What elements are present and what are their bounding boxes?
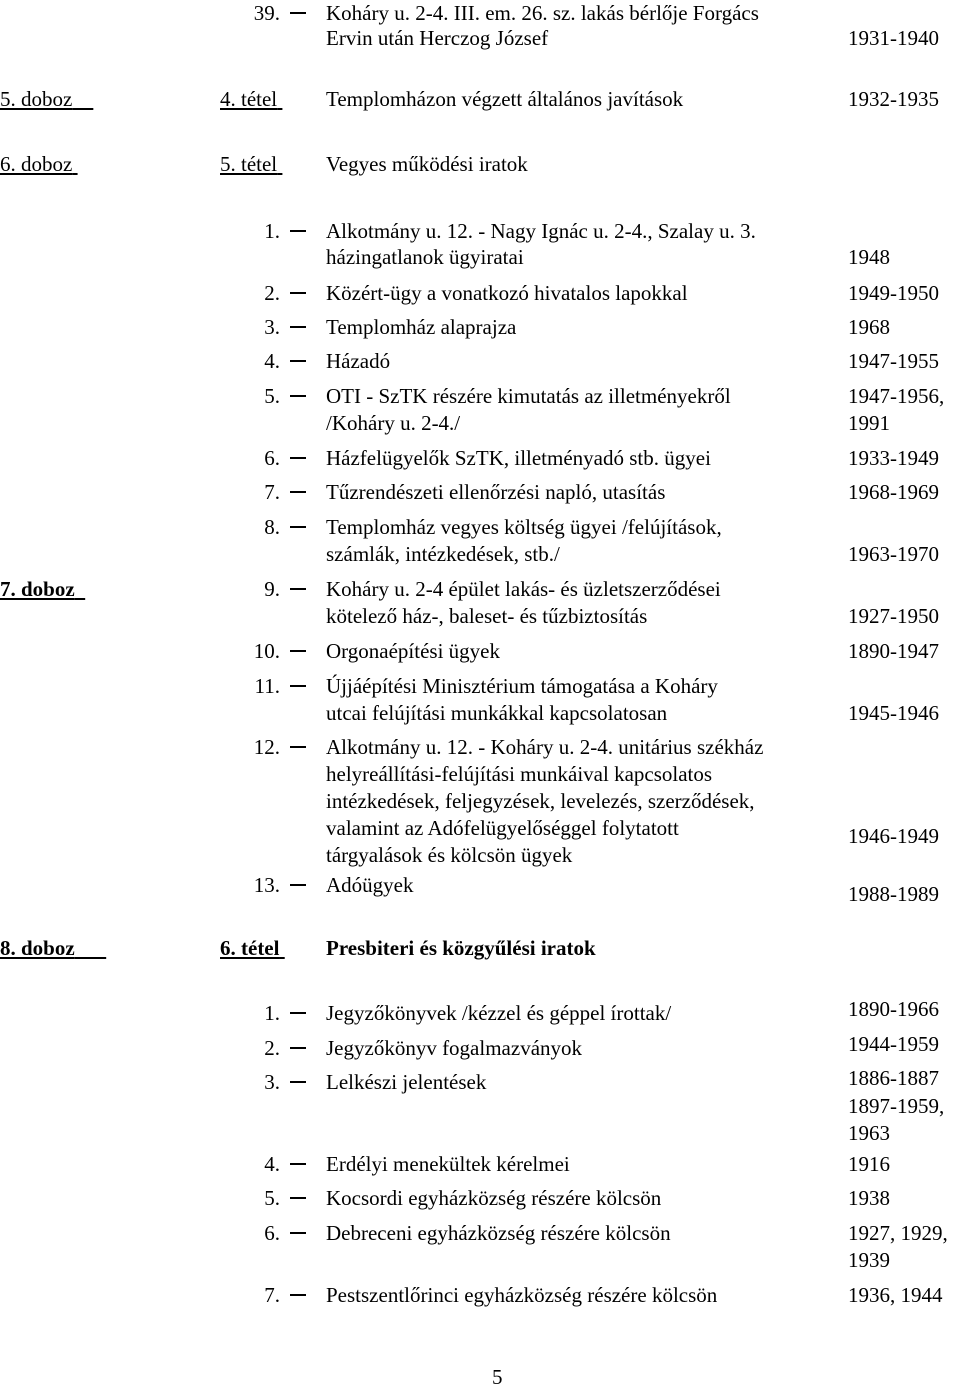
dash xyxy=(290,1232,306,1234)
item-number: 6. xyxy=(264,446,280,470)
item-description-line: intézkedések, feljegyzések, levelezés, szerződések, xyxy=(326,789,755,813)
item-date: 1949-1950 xyxy=(848,281,939,305)
item-description-line: Közért-ügy a vonatkozó hivatalos lapokkal xyxy=(326,281,688,305)
item-date: 1945-1946 xyxy=(848,701,939,725)
item-description-line: Pestszentlőrinci egyházközség részére kölcsön xyxy=(326,1283,718,1307)
item-number: 4. xyxy=(264,1152,280,1176)
dash xyxy=(290,457,306,459)
dash xyxy=(290,395,306,397)
box-label: 8. doboz xyxy=(0,936,75,960)
item-date: 1931-1940 xyxy=(848,26,939,50)
item-number: 3. xyxy=(264,315,280,339)
item-number: 10. xyxy=(253,639,280,663)
box-label: 6. doboz xyxy=(0,152,73,176)
item-description-line: /Koháry u. 2-4./ xyxy=(326,411,461,435)
item-date: 1927, 1929, xyxy=(848,1221,948,1245)
item-date: 1939 xyxy=(848,1248,890,1272)
item-description-line: Jegyzőkönyvek /kézzel és géppel írottak/ xyxy=(326,1001,672,1025)
item-description-line: Debreceni egyházközség részére kölcsön xyxy=(326,1221,671,1245)
item-description-line: Koháry u. 2-4. III. em. 26. sz. lakás bérlője Forgács xyxy=(326,1,759,25)
dash xyxy=(290,326,306,328)
box-label: 7. doboz xyxy=(0,577,75,601)
item-description-line: Erdélyi menekültek kérelmei xyxy=(326,1152,570,1176)
item-number: 1. xyxy=(264,219,280,243)
item-number: 11. xyxy=(254,674,280,698)
item-date: 1936, 1944 xyxy=(848,1283,943,1307)
dash xyxy=(290,685,306,687)
section-title: Presbiteri és közgyűlési iratok xyxy=(326,936,596,960)
item-description-line: Templomház vegyes költség ügyei /felújítások, xyxy=(326,515,722,539)
dash xyxy=(290,650,306,652)
item-description-line: Alkotmány u. 12. - Koháry u. 2-4. unitárius székház xyxy=(326,735,764,759)
item-description-line: Adóügyek xyxy=(326,873,414,897)
item-date: 1886-1887 xyxy=(848,1066,939,1090)
section-title: Templomházon végzett általános javítások xyxy=(326,87,684,111)
item-description-line: Alkotmány u. 12. - Nagy Ignác u. 2-4., Szalay u. 3. xyxy=(326,219,756,243)
dash xyxy=(290,746,306,748)
item-date: 1938 xyxy=(848,1186,890,1210)
item-description-line: házingatlanok ügyiratai xyxy=(326,245,524,269)
dash xyxy=(290,1047,306,1049)
item-description-line: Lelkészi jelentések xyxy=(326,1070,487,1094)
item-number: 6. xyxy=(264,1221,280,1245)
item-date: 1968 xyxy=(848,315,890,339)
item-description-line: utcai felújítási munkákkal kapcsolatosan xyxy=(326,701,668,725)
dash xyxy=(290,526,306,528)
item-date: 1927-1950 xyxy=(848,604,939,628)
dash xyxy=(290,230,306,232)
item-date: 1947-1955 xyxy=(848,349,939,373)
item-description-line: OTI - SzTK részére kimutatás az illetményekről xyxy=(326,384,731,408)
item-date: 1948 xyxy=(848,245,890,269)
item-number: 8. xyxy=(264,515,280,539)
dash xyxy=(290,491,306,493)
section-date: 1932-1935 xyxy=(848,87,939,111)
item-date: 1991 xyxy=(848,411,890,435)
item-number: 12. xyxy=(253,735,280,759)
item-description-line: Házfelügyelők SzTK, illetményadó stb. ügyei xyxy=(326,446,711,470)
item-number: 5. xyxy=(264,1186,280,1210)
item-description-line: Orgonaépítési ügyek xyxy=(326,639,500,663)
item-number: 4. xyxy=(264,349,280,373)
item-description-line: Koháry u. 2-4 épület lakás- és üzletszerződései xyxy=(326,577,721,601)
section-title: Vegyes működési iratok xyxy=(326,152,528,176)
item-number: 1. xyxy=(264,1001,280,1025)
section-label: 6. tétel xyxy=(220,936,280,960)
item-date: 1933-1949 xyxy=(848,446,939,470)
item-description-line: számlák, intézkedések, stb./ xyxy=(326,542,560,566)
item-description-line: Templomház alaprajza xyxy=(326,315,517,339)
item-description-line: valamint az Adófelügyelőséggel folytatott xyxy=(326,816,679,840)
dash xyxy=(290,884,306,886)
item-number: 7. xyxy=(264,480,280,504)
dash xyxy=(290,1081,306,1083)
item-date: 1944-1959 xyxy=(848,1032,939,1056)
dash xyxy=(290,588,306,590)
item-date: 1968-1969 xyxy=(848,480,939,504)
item-date: 1897-1959, xyxy=(848,1094,945,1118)
item-date: 1916 xyxy=(848,1152,890,1176)
item-number: 3. xyxy=(264,1070,280,1094)
item-description-line: kötelező ház-, baleset- és tűzbiztosítás xyxy=(326,604,648,628)
item-date: 1963 xyxy=(848,1121,890,1145)
dash xyxy=(290,360,306,362)
dash xyxy=(290,1197,306,1199)
item-description-line: Házadó xyxy=(326,349,391,373)
item-date: 1963-1970 xyxy=(848,542,939,566)
item-description-line: Tűzrendészeti ellenőrzési napló, utasítás xyxy=(326,480,666,504)
item-number: 2. xyxy=(264,281,280,305)
dash xyxy=(290,12,306,14)
item-number: 13. xyxy=(253,873,280,897)
item-number: 2. xyxy=(264,1036,280,1060)
dash xyxy=(290,1294,306,1296)
dash xyxy=(290,1012,306,1014)
dash xyxy=(290,1163,306,1165)
item-number: 39. xyxy=(253,1,280,25)
item-description-line: Jegyzőkönyv fogalmazványok xyxy=(326,1036,583,1060)
item-date: 1947-1956, xyxy=(848,384,945,408)
item-date: 1946-1949 xyxy=(848,824,939,848)
item-description-line: helyreállítási-felújítási munkáival kapcsolatos xyxy=(326,762,713,786)
item-number: 7. xyxy=(264,1283,280,1307)
item-description-line: Ervin után Herczog József xyxy=(326,26,549,50)
item-date: 1890-1947 xyxy=(848,639,939,663)
item-description-line: Kocsordi egyházközség részére kölcsön xyxy=(326,1186,662,1210)
item-number: 9. xyxy=(264,577,280,601)
page-number: 5 xyxy=(492,1365,503,1389)
item-description-line: tárgyalások és kölcsön ügyek xyxy=(326,843,573,867)
item-description-line: Újjáépítési Minisztérium támogatása a Koháry xyxy=(326,674,718,698)
section-label: 4. tétel xyxy=(220,87,278,111)
item-date: 1988-1989 xyxy=(848,882,939,906)
dash xyxy=(290,292,306,294)
item-number: 5. xyxy=(264,384,280,408)
box-label: 5. doboz xyxy=(0,87,73,111)
item-date: 1890-1966 xyxy=(848,997,939,1021)
section-label: 5. tétel xyxy=(220,152,278,176)
